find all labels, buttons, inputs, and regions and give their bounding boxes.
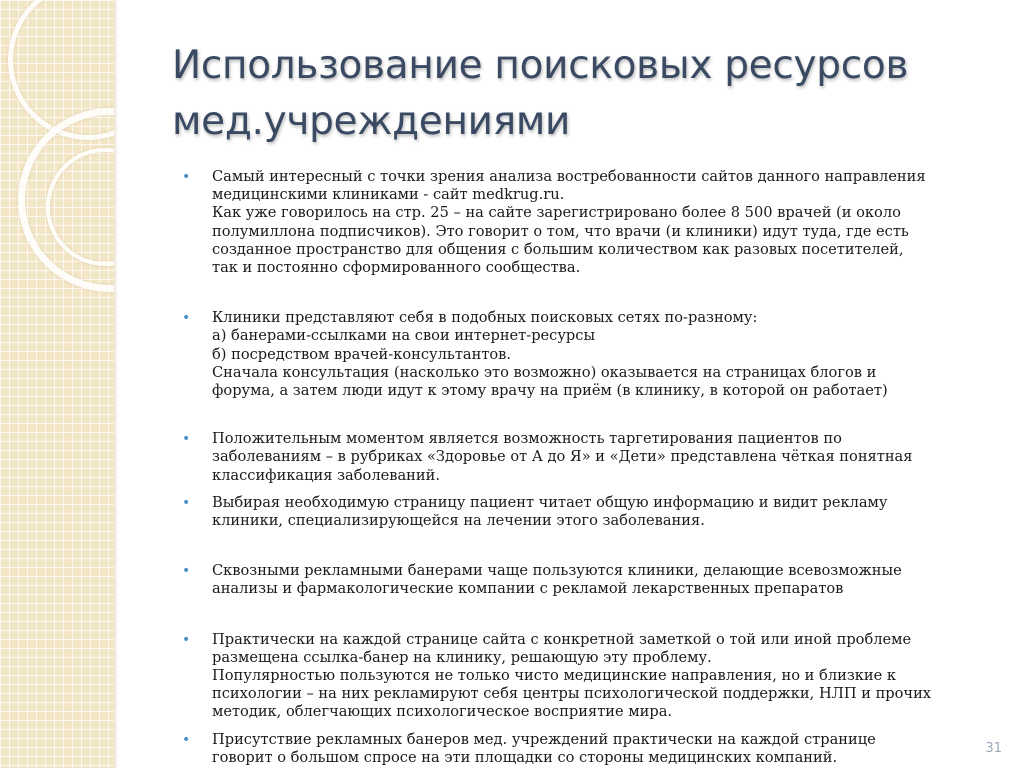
bullet-line: размещена ссылка-банер на клинику, решающую эту проблему. <box>212 648 712 666</box>
bullet-line: методик, облегчающих психологическое восприятие мира. <box>212 703 673 721</box>
bullet-item <box>182 494 990 530</box>
bullet-line: • Сквозными рекламными банерами чаще пользуются клиники, делающие всевозможные <box>212 562 902 580</box>
bullet-line: анализы и фармакологические компании с рекламой лекарственных препаратов <box>212 580 844 598</box>
side-band-edge <box>114 0 118 768</box>
title-line: Использование поисковых ресурсов <box>172 43 909 88</box>
slide-title <box>172 38 972 150</box>
bullet-item <box>182 631 990 722</box>
bullet-line: классификация заболеваний. <box>212 466 440 484</box>
bullet-line: говорит о большом спросе на эти площадки со стороны медицинских компаний. <box>212 748 838 766</box>
bullet-line: а) банерами-ссылками на свои интернет-ресурсы <box>212 327 596 345</box>
bullet-item <box>182 562 990 598</box>
bullet-item <box>182 168 990 277</box>
decorative-side-band <box>0 0 114 768</box>
bullet-line: созданное пространство для общения с большим количеством как разовых посетителей, <box>212 240 904 258</box>
bullet-line: • Клиники представляют себя в подобных поисковых сетях по-разному: <box>212 309 758 327</box>
bullet-line: Сначала консультация (насколько это возможно) оказывается на страницах блогов и <box>212 363 877 381</box>
bullet-line: Как уже говорилось на стр. 25 – на сайте зарегистрировано более 8 500 врачей (и около <box>212 204 901 222</box>
bullet-line: так и постоянно сформированного сообщества. <box>212 259 581 277</box>
bullet-item <box>182 430 990 485</box>
bullet-line: • Положительным моментом является возможность таргетирования пациентов по <box>212 430 842 448</box>
bullet-line: • Практически на каждой странице сайта с конкретной заметкой о той или иной проблеме <box>212 630 912 648</box>
bullet-item <box>182 731 990 767</box>
bullet-line: • Самый интересный с точки зрения анализа востребованности сайтов данного направления <box>212 168 926 185</box>
title-line: мед.учреждениями <box>172 99 571 144</box>
bullet-line: форума, а затем люди идут к этому врачу на приём (в клинику, в которой он работает) <box>212 382 888 400</box>
bullet-line: • Выбирая необходимую страницу пациент читает общую информацию и видит рекламу <box>212 493 888 511</box>
bullet-line: психологии – на них рекламируют себя центры психологической поддержки, НЛП и прочих <box>212 685 932 703</box>
bullet-line: Популярностью пользуются не только чисто медицинские направления, но и близкие к <box>212 667 897 685</box>
bullet-line: • Присутствие рекламных банеров мед. учреждений практически на каждой странице <box>212 730 876 748</box>
page-number: 31 <box>985 741 1002 756</box>
bullet-line: медицинскими клиниками - сайт medkrug.ru. <box>212 186 565 204</box>
bullet-item <box>182 309 990 400</box>
bullet-list <box>182 168 990 767</box>
bullet-line: полумиллона подписчиков). Это говорит о том, что врачи (и клиники) идут туда, где есть <box>212 222 909 240</box>
bullet-line: б) посредством врачей-консультантов. <box>212 345 512 363</box>
bullet-line: заболеваниям – в рубриках «Здоровье от А до Я» и «Дети» представлена чёткая понятная <box>212 448 913 466</box>
bullet-line: клиники, специализирующейся на лечении этого заболевания. <box>212 512 705 530</box>
